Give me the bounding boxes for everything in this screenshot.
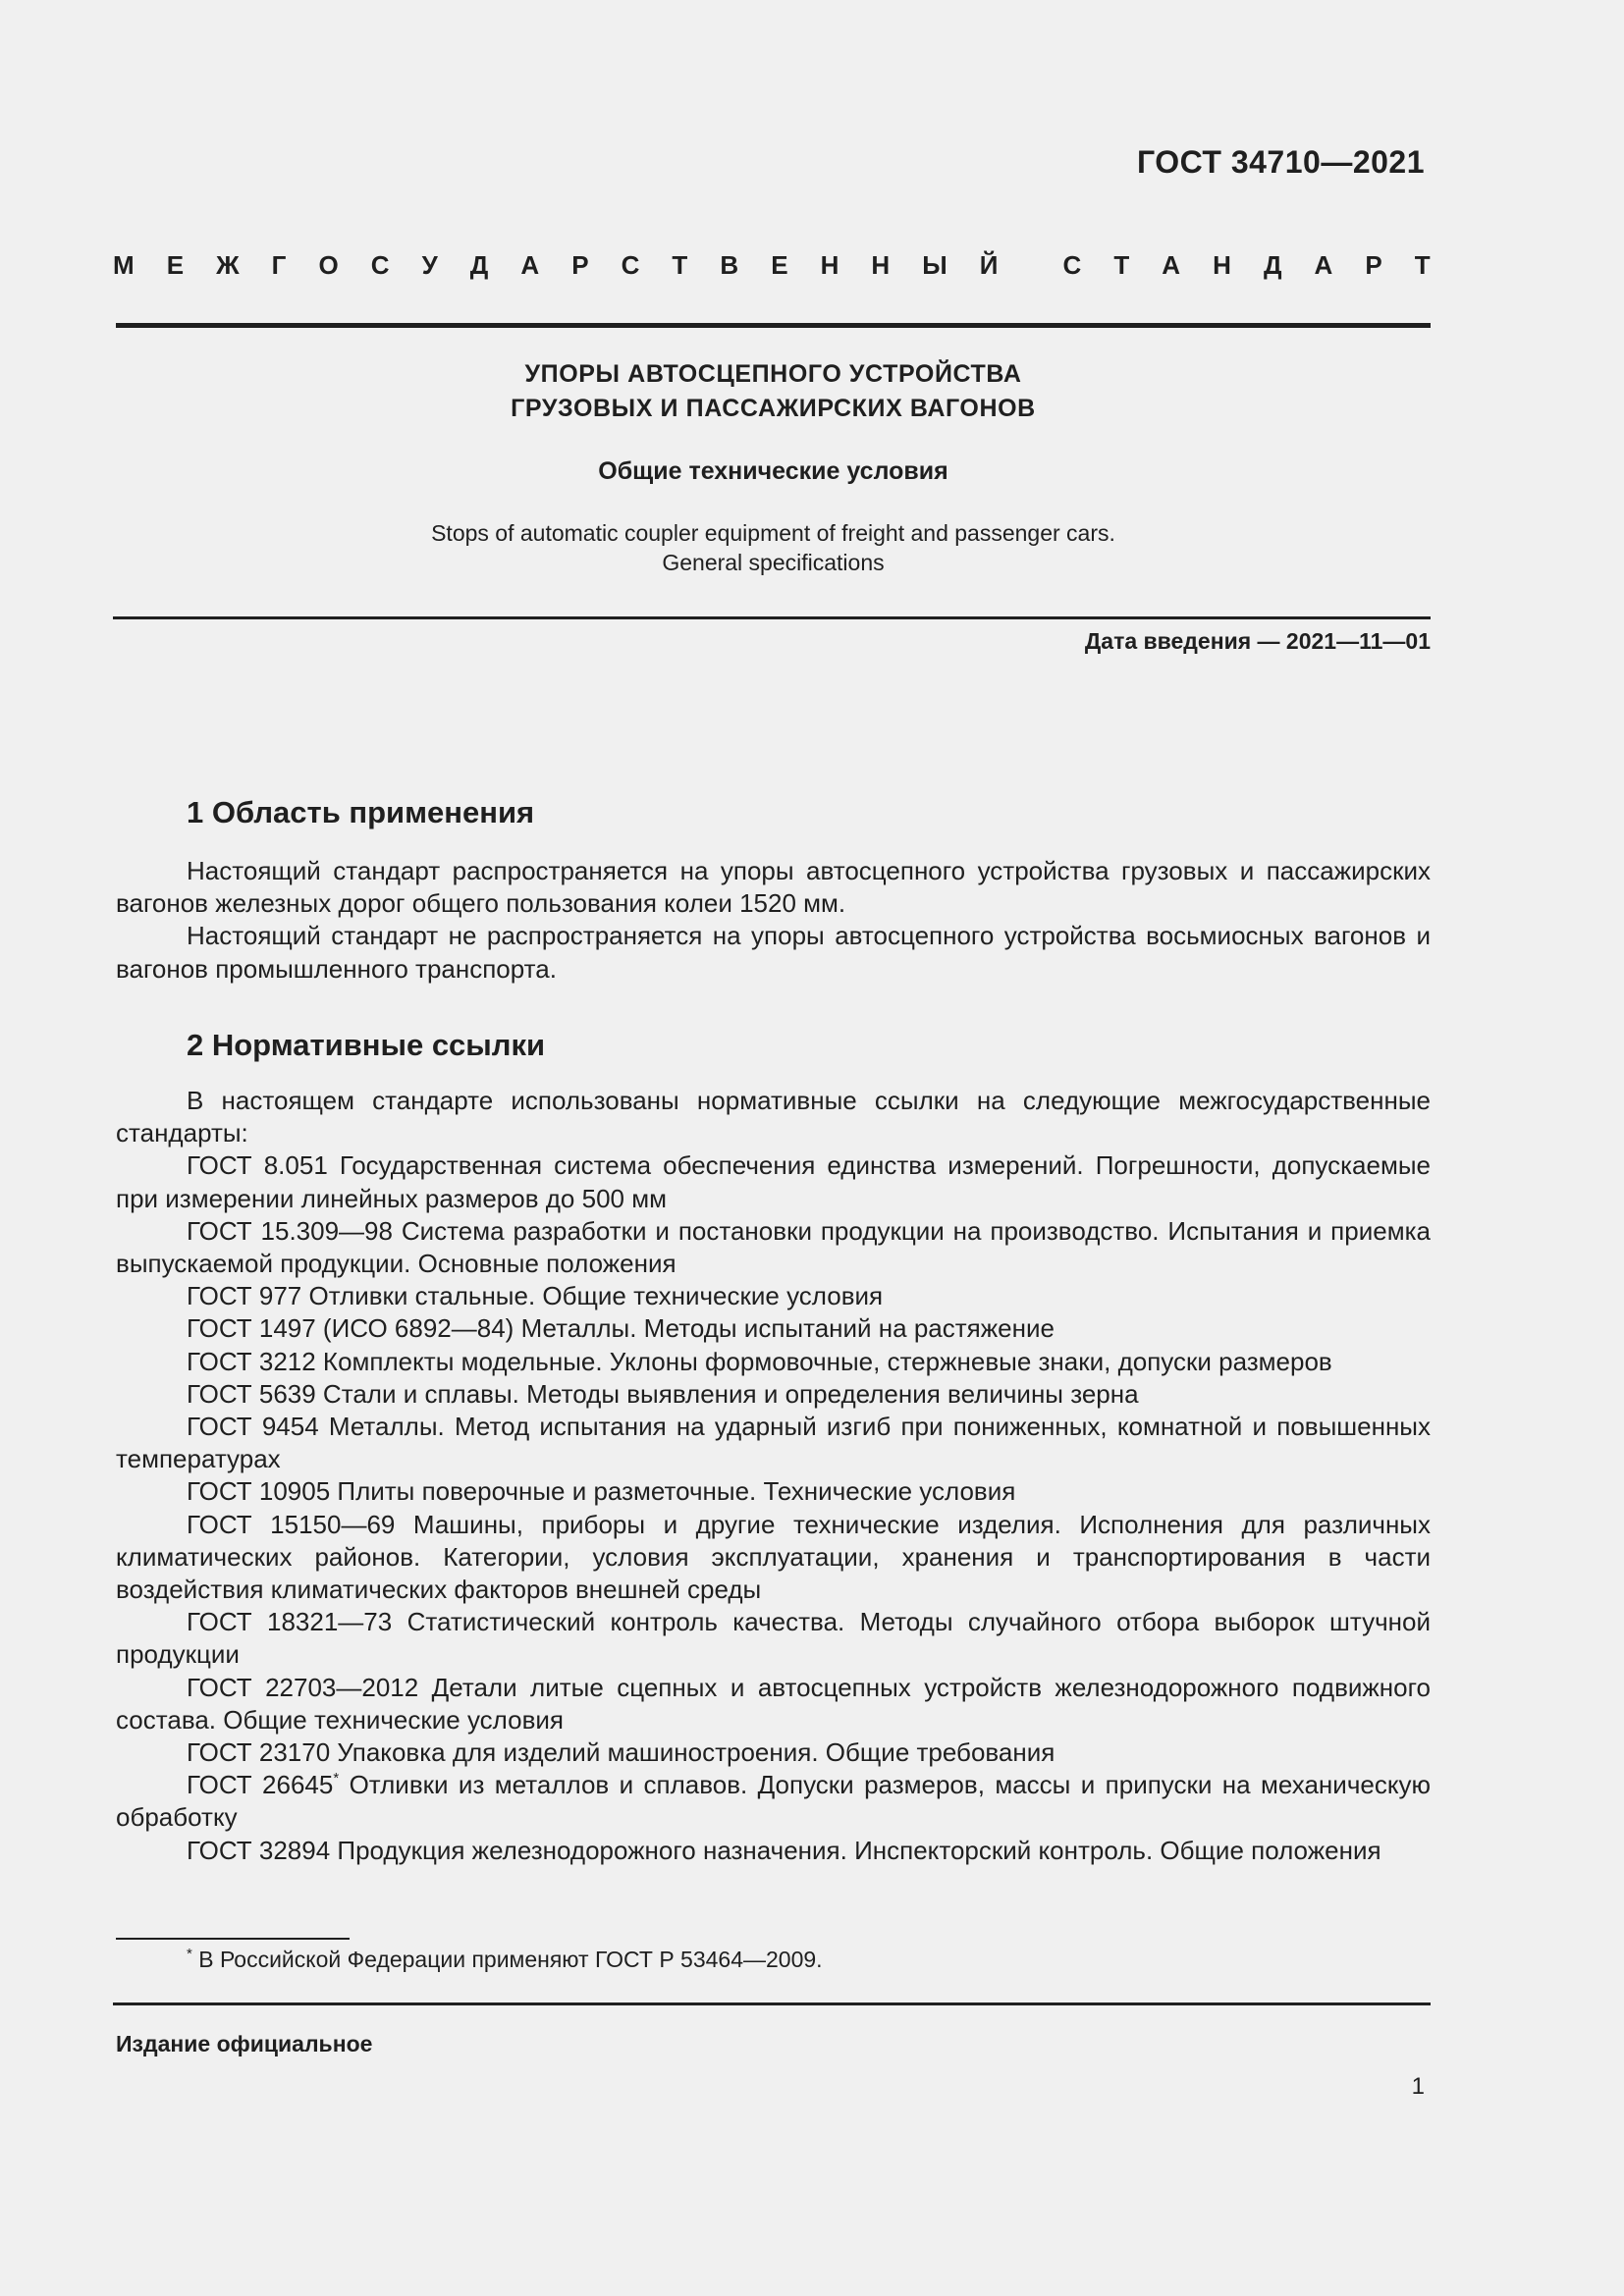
banner-letter: А bbox=[1314, 250, 1333, 280]
banner-letter: В bbox=[720, 250, 739, 280]
document-title bbox=[116, 357, 1431, 426]
reference-item: ГОСТ 1497 (ИСО 6892—84) Металлы. Методы испытаний на растяжение bbox=[187, 1313, 1055, 1344]
footnote bbox=[187, 1946, 823, 1973]
footnote-rule bbox=[116, 1938, 350, 1940]
reference-item: ГОСТ 3212 Комплекты модельные. Уклоны формовочные, стержневые знаки, допуски размеров bbox=[187, 1346, 1332, 1376]
banner-letter: А bbox=[1162, 250, 1181, 280]
footnote-mark: * bbox=[333, 1770, 340, 1788]
introduction-date: Дата введения — 2021—11—01 bbox=[1084, 628, 1431, 654]
banner-letter: Й bbox=[979, 250, 999, 280]
banner-letter: Ж bbox=[216, 250, 240, 280]
banner-letter: Н bbox=[1213, 250, 1231, 280]
banner-letter: Е bbox=[166, 250, 185, 280]
reference-item: ГОСТ 8.051 Государственная система обеспечения единства измерений. Погрешности, допускаемые при измерении линейных размеров до 500 мм bbox=[116, 1150, 1431, 1213]
english-title bbox=[116, 518, 1431, 577]
paragraph: В настоящем стандарте использованы нормативные ссылки на следующие межгосударственные стандарты: bbox=[116, 1086, 1431, 1148]
title-rule bbox=[113, 616, 1431, 619]
banner-letter: С bbox=[1062, 250, 1082, 280]
banner-letter: О bbox=[318, 250, 339, 280]
reference-item: ГОСТ 18321—73 Статистический контроль качества. Методы случайного отбора выборок штучной продукции bbox=[116, 1607, 1431, 1670]
banner-letter: С bbox=[370, 250, 390, 280]
banner-letter: Н bbox=[820, 250, 839, 280]
banner-letter: Г bbox=[271, 250, 287, 280]
reference-code: ГОСТ 26645 bbox=[187, 1770, 334, 1800]
reference-text: Отливки из металлов и сплавов. Допуски размеров, массы и припуски на механическую обработку bbox=[116, 1770, 1431, 1833]
reference-item: ГОСТ 9454 Металлы. Метод испытания на ударный изгиб при пониженных, комнатной и повышенных температурах bbox=[116, 1412, 1431, 1474]
section-2-body bbox=[116, 1085, 1431, 1867]
banner-letter: Ы bbox=[922, 250, 947, 280]
banner-letter: Е bbox=[771, 250, 788, 280]
reference-item: ГОСТ 15150—69 Машины, приборы и другие технические изделия. Исполнения для различных климатических районов. Категории, условия эксплуатации, хранения и транспортирования в части воздействия климатических факторов внешней среды bbox=[116, 1509, 1431, 1605]
banner-letter: М bbox=[113, 250, 135, 280]
banner-letter: Д bbox=[469, 250, 489, 280]
footnote-mark: * bbox=[187, 1946, 192, 1962]
section-1-body bbox=[116, 855, 1431, 986]
title-line-1: УПОРЫ АВТОСЦЕПНОГО УСТРОЙСТВА bbox=[524, 360, 1022, 388]
reference-item: ГОСТ 15.309—98 Система разработки и постановки продукции на производство. Испытания и приемка выпускаемой продукции. Основные положения bbox=[116, 1215, 1431, 1279]
footer-rule bbox=[113, 2002, 1431, 2005]
banner-letter: С bbox=[621, 250, 640, 280]
title-line-2: ГРУЗОВЫХ И ПАССАЖИРСКИХ ВАГОНОВ bbox=[511, 395, 1036, 422]
banner-letter: Т bbox=[672, 250, 688, 280]
document-subtitle: Общие технические условия bbox=[598, 457, 948, 485]
english-title-line-1: Stops of automatic coupler equipment of freight and passenger cars. bbox=[431, 520, 1115, 546]
reference-item bbox=[116, 1769, 1431, 1834]
section-2-heading: 2 Нормативные ссылки bbox=[187, 1028, 546, 1062]
footnote-text: В Российской Федерации применяют ГОСТ Р 53464—2009. bbox=[191, 1947, 823, 1972]
reference-item: ГОСТ 32894 Продукция железнодорожного назначения. Инспекторский контроль. Общие положения bbox=[187, 1835, 1381, 1865]
banner-letter: Д bbox=[1263, 250, 1282, 280]
banner-letter: А bbox=[520, 250, 540, 280]
banner-letter: Т bbox=[1414, 250, 1431, 280]
banner-letter: Т bbox=[1113, 250, 1130, 280]
reference-item: ГОСТ 22703—2012 Детали литые сцепных и автосцепных устройств железнодорожного подвижного состава. Общие технические условия bbox=[116, 1672, 1431, 1735]
reference-item: ГОСТ 10905 Плиты поверочные и разметочные. Технические условия bbox=[187, 1476, 1016, 1507]
document-code: ГОСТ 34710—2021 bbox=[1136, 144, 1425, 180]
banner-letter: Н bbox=[871, 250, 891, 280]
reference-item: ГОСТ 977 Отливки стальные. Общие технические условия bbox=[187, 1281, 884, 1311]
reference-item: ГОСТ 5639 Стали и сплавы. Методы выявления и определения величины зерна bbox=[187, 1378, 1139, 1409]
english-title-line-2: General specifications bbox=[662, 550, 885, 575]
official-edition-label: Издание официальное bbox=[116, 2031, 373, 2056]
paragraph: Настоящий стандарт не распространяется на упоры автосцепного устройства восьмиосных вагонов и вагонов промышленного транспорта. bbox=[116, 921, 1431, 984]
section-1-heading: 1 Область применения bbox=[187, 795, 535, 829]
banner-letter: У bbox=[421, 250, 438, 280]
interstate-standard-banner bbox=[113, 250, 1431, 281]
banner-letter: Р bbox=[1365, 250, 1382, 280]
paragraph: Настоящий стандарт распространяется на упоры автосцепного устройства грузовых и пассажирских вагонов железных дорог общего пользования колеи 1520 мм. bbox=[116, 856, 1431, 919]
reference-item: ГОСТ 23170 Упаковка для изделий машиностроения. Общие требования bbox=[187, 1737, 1056, 1768]
header-rule bbox=[116, 323, 1431, 328]
banner-letter: Р bbox=[571, 250, 589, 280]
page-number: 1 bbox=[1411, 2073, 1425, 2100]
